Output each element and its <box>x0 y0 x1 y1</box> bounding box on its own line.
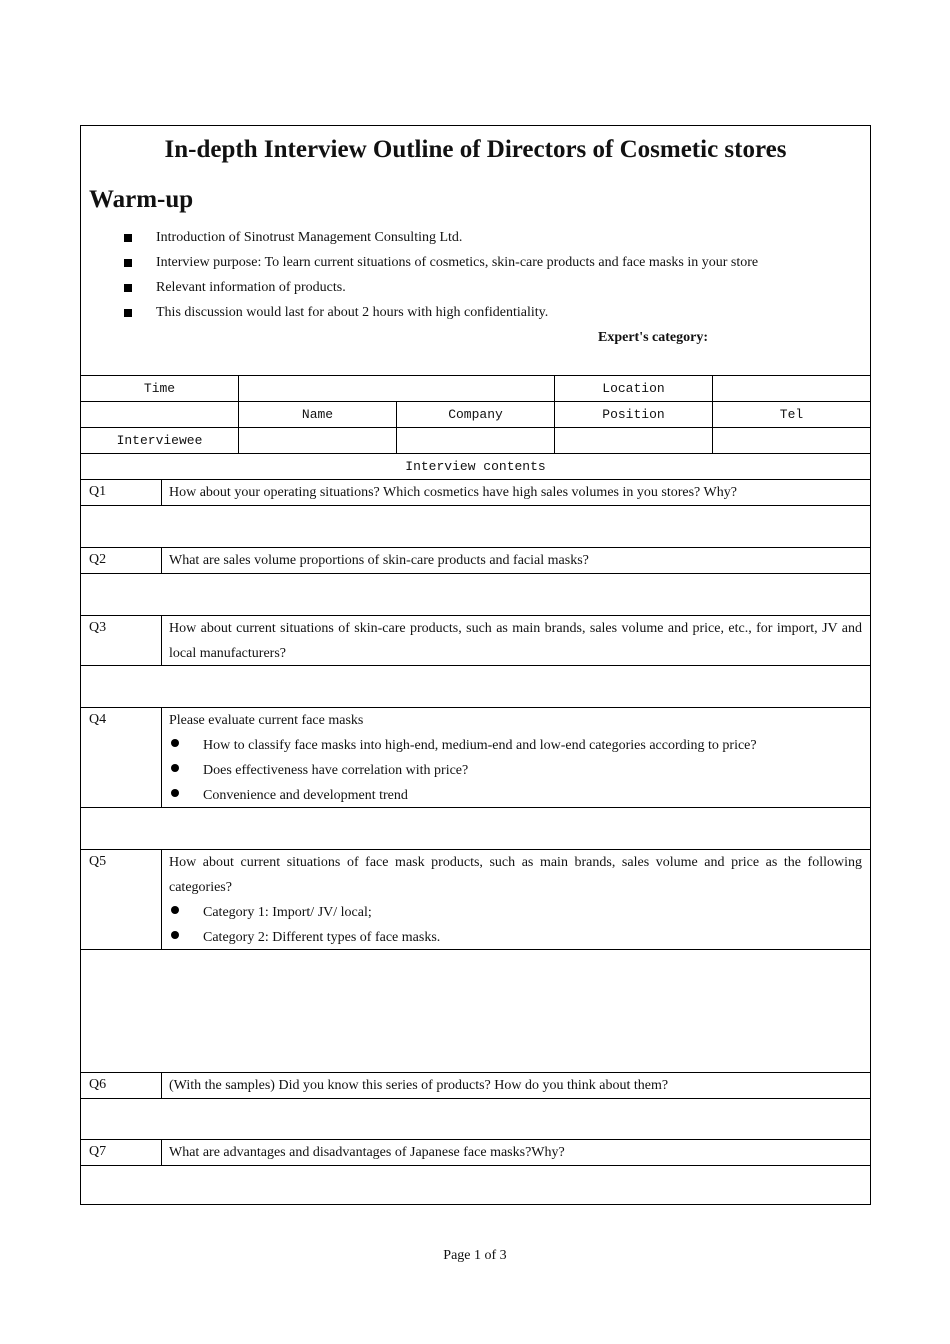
bullet-dot-icon <box>171 931 179 939</box>
list-item <box>81 230 870 255</box>
bullet-dot-icon <box>171 764 179 772</box>
info-header-row <box>81 401 870 427</box>
list-item <box>81 280 870 305</box>
bullet-dot-icon <box>171 739 179 747</box>
column-divider <box>161 616 162 665</box>
document-header <box>81 126 870 375</box>
list-item-text: Introduction of Sinotrust Management Consulting Ltd. <box>156 230 463 245</box>
question-number: Q5 <box>89 854 107 869</box>
column-divider <box>161 480 162 505</box>
bullet-text: Category 1: Import/ JV/ local; <box>203 905 372 920</box>
bullet-dot-icon <box>171 789 179 797</box>
time-label: Time <box>143 381 176 396</box>
column-divider <box>161 1073 162 1098</box>
question-number: Q2 <box>89 552 107 567</box>
column-divider <box>161 708 162 807</box>
time-location-row <box>81 375 870 401</box>
column-divider <box>161 850 162 949</box>
bullet-item <box>169 900 862 925</box>
square-bullet-icon <box>124 259 132 267</box>
bullet-item <box>169 758 862 783</box>
answer-area-q4[interactable] <box>81 807 870 849</box>
square-bullet-icon <box>124 284 132 292</box>
time-value-field[interactable] <box>238 376 554 401</box>
question-text: How about current situations of face mask products, such as main brands, sales volume and price as the following categories? <box>169 855 862 895</box>
section-heading: Warm-up <box>89 186 194 213</box>
question-row-q2 <box>81 547 870 573</box>
answer-area-q2[interactable] <box>81 573 870 615</box>
location-value-field[interactable] <box>712 376 870 401</box>
answer-area-q3[interactable] <box>81 665 870 707</box>
column-divider <box>161 548 162 573</box>
name-header: Name <box>238 402 396 427</box>
answer-area-q1[interactable] <box>81 505 870 547</box>
answer-area-q5[interactable] <box>81 949 870 1072</box>
answer-area-q6[interactable] <box>81 1098 870 1139</box>
column-divider <box>161 1140 162 1165</box>
interview-document <box>80 125 871 1205</box>
tel-header: Tel <box>712 402 870 427</box>
interviewee-name-field[interactable] <box>238 428 396 453</box>
answer-area-q7[interactable] <box>81 1165 870 1204</box>
page-number: Page 1 of 3 <box>443 1248 507 1263</box>
list-item <box>81 305 870 330</box>
square-bullet-icon <box>124 234 132 242</box>
question-row-q6 <box>81 1072 870 1098</box>
question-number: Q3 <box>89 620 107 635</box>
square-bullet-icon <box>124 309 132 317</box>
bullet-text: How to classify face masks into high-end, medium-end and low-end categories according to price? <box>203 738 757 753</box>
question-text: (With the samples) Did you know this series of products? How do you think about them? <box>169 1078 669 1093</box>
question-number: Q1 <box>89 484 107 499</box>
bullet-item <box>169 733 862 758</box>
interviewee-position-field[interactable] <box>554 428 712 453</box>
interviewee-row <box>81 427 870 453</box>
question-text-block <box>169 850 862 950</box>
interviewee-company-field[interactable] <box>396 428 554 453</box>
question-text-block <box>169 708 862 808</box>
company-header: Company <box>396 402 554 427</box>
interviewee-tel-field[interactable] <box>712 428 870 453</box>
bullet-item <box>169 783 862 808</box>
question-row-q7 <box>81 1139 870 1165</box>
position-header: Position <box>554 402 712 427</box>
empty-header-cell <box>81 402 238 427</box>
location-label: Location <box>554 376 712 401</box>
bullet-dot-icon <box>171 906 179 914</box>
interviewee-label: Interviewee <box>116 433 203 448</box>
question-text: Please evaluate current face masks <box>169 713 364 728</box>
bullet-text: Convenience and development trend <box>203 788 408 803</box>
list-item <box>81 255 870 280</box>
question-row-q5 <box>81 849 870 949</box>
list-item-text: This discussion would last for about 2 hours with high confidentiality. <box>156 305 549 320</box>
list-item-text: Interview purpose: To learn current situations of cosmetics, skin-care products and face masks in your store <box>156 255 759 270</box>
question-row-q1 <box>81 479 870 505</box>
document-title: In-depth Interview Outline of Directors of Cosmetic stores <box>164 136 787 163</box>
question-number: Q7 <box>89 1144 107 1159</box>
expert-category-label: Expert's category: <box>598 330 709 345</box>
question-text: What are sales volume proportions of skin-care products and facial masks? <box>169 553 589 568</box>
list-item-text: Relevant information of products. <box>156 280 346 295</box>
question-text: What are advantages and disadvantages of Japanese face masks?Why? <box>169 1145 565 1160</box>
question-row-q3 <box>81 615 870 665</box>
question-text: How about current situations of skin-care products, such as main brands, sales volume and price, etc., for import, JV and local manufacturers? <box>169 621 862 661</box>
interview-contents-label: Interview contents <box>81 453 870 479</box>
warmup-list <box>81 230 870 330</box>
bullet-item <box>169 925 862 950</box>
question-number: Q6 <box>89 1077 107 1092</box>
question-row-q4 <box>81 707 870 807</box>
question-number: Q4 <box>89 712 107 727</box>
bullet-text: Category 2: Different types of face masks. <box>203 930 441 945</box>
question-text: How about your operating situations? Which cosmetics have high sales volumes in you stores? Why? <box>169 485 737 500</box>
bullet-text: Does effectiveness have correlation with price? <box>203 763 469 778</box>
